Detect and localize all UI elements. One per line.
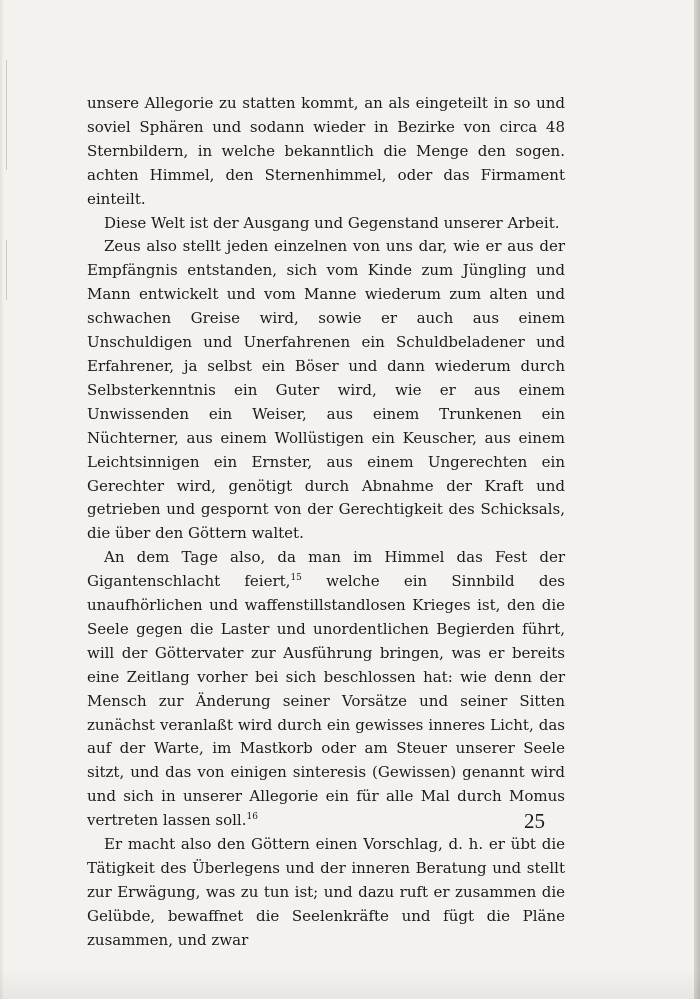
paragraph-4 xyxy=(87,546,565,833)
page-number: 25 xyxy=(524,809,545,833)
paragraph-4-part-2: welche ein Sinnbild des unaufhörlichen und waffenstillstandlosen Krieges ist, den die Seele gegen die Laster und unordentlichen Begierden führt, will der Göttervater zur Ausführung bringen, was er bereits eine Zeitlang vorher bei sich beschlossen hat: wie denn der Mensch zur Änderung seiner Vorsätze und seiner Sitten zunächst veranlaßt wird durch ein gewisses inneres Licht, das auf der Warte, im Mastkorb oder am Steuer unserer Seele sitzt, und das von einigen sinteresis (Gewissen) genannt wird und sich in unserer Allegorie ein für alle Mal durch Momus vertreten lassen soll. xyxy=(87,572,565,830)
paragraph-5: Er macht also den Göttern einen Vorschlag, d. h. er übt die Tätigkeit des Überlegens und der inneren Beratung und stellt zur Erwägung, was zu tun ist; und dazu ruft er zusammen die Gelübde, bewaffnet die Seelenkräfte und fügt die Pläne zusammen, und zwar xyxy=(87,835,565,949)
gutter-mark-middle xyxy=(6,240,7,300)
paragraph-4-part-1: An dem Tage also, da man im Himmel das Fest der Gigantenschlacht feiert, xyxy=(87,548,565,591)
footnote-ref-15: 15 xyxy=(290,573,302,584)
paragraph-1: unsere Allegorie zu statten kommt, an als eingeteilt in so und soviel Sphären und sodann wieder in Bezirke von circa 48 Sternbildern, in welche bekanntlich die Menge den sogen. achten Himmel, den Sternenhimmel, oder das Firmament einteilt. xyxy=(87,94,565,208)
page-right-edge xyxy=(694,0,700,999)
body-text xyxy=(87,92,565,953)
page-bottom-shadow xyxy=(0,969,700,999)
footnote-ref-16: 16 xyxy=(246,812,258,823)
page-left-edge xyxy=(0,0,4,999)
paragraph-2: Diese Welt ist der Ausgang und Gegenstand unserer Arbeit. xyxy=(104,213,560,232)
paragraph-3: Zeus also stellt jeden einzelnen von uns dar, wie er aus der Empfängnis entstanden, sich vom Kinde zum Jüngling und Mann entwickelt und vom Manne wiederum zum alten und schwachen Greise wird, sowie er auch aus einem Unschuldigen und Unerfahrenen ein Schuldbeladener und Erfahrener, ja selbst ein Böser und dann wiederum durch Selbsterkenntnis ein Guter wird, wie er aus einem Unwissenden ein Weiser, aus einem Trunkenen ein Nüchterner, aus einem Wollüstigen ein Keuscher, aus einem Leichtsinnigen ein Ernster, aus einem Ungerechten ein Gerechter wird, genötigt durch Abnahme der Kraft und getrieben und gespornt von der Gerechtigkeit des Schicksals, die über den Göttern waltet. xyxy=(87,237,565,543)
gutter-mark-top xyxy=(6,60,7,170)
